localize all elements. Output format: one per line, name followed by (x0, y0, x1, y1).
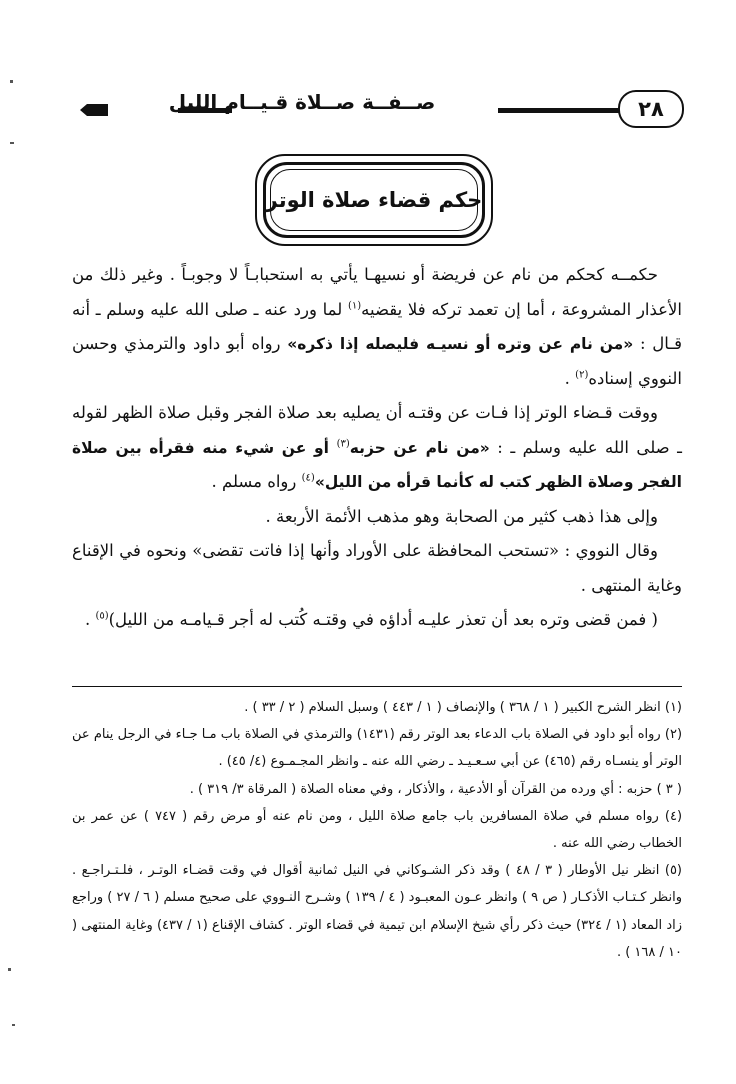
text-run: ووقت قـضاء الوتر إذا فـات عن وقتـه أن يصليه بعد صلاة الفجر وقبل صلاة الظهر لقوله ـ صلى الله عليه وسلم ـ : (72, 403, 682, 457)
hadith-quote: «من نام عن حزبه (349, 438, 490, 457)
text-run: وإلى هذا ذهب كثير من الصحابة وهو مذهب الأئمة الأربعة . (265, 506, 658, 526)
chapter-heading-frame (255, 154, 493, 246)
footnote-4: (٤) رواه مسلم في صلاة المسافرين باب جامع صلاة الليل ، ومن نام عنه أو مرض رقم ( ٧٤٧ ) عن عمر بن الخطاب رضي الله عنه . (72, 808, 683, 852)
paragraph-p3 (72, 500, 682, 535)
footnote-divider (72, 686, 682, 687)
text-run: رواه مسلم . (211, 472, 302, 491)
hadith-quote: «من نام عن وتره أو نسيـه فليصله إذا ذكره» (287, 335, 634, 353)
chapter-title: حكم قضاء صلاة الوتر (265, 188, 483, 212)
margin-speck (10, 80, 13, 83)
footnote-ref: (٥) (95, 610, 109, 622)
margin-speck (10, 142, 14, 144)
footnote-ref: (٢) (575, 369, 589, 380)
footnote-3: ( ٣ ) حزبه : أي ورده من القرآن أو الأدعية ، والأذكار ، وفي معناه الصلاة ( المرقاة ٣/ ٣١٩ ) . (189, 781, 682, 797)
text-run: . (84, 610, 96, 629)
paragraph-p5 (72, 603, 682, 638)
text-run: وقال النووي : «تستحب المحافظة على الأوراد وأنها إذا فاتت تقضى» ونحوه في الإقناع وغاية المنتهى . (72, 541, 682, 595)
footnote-ref: (٣) (336, 438, 350, 449)
margin-speck (12, 1024, 15, 1026)
running-header (80, 86, 686, 126)
footnotes (72, 694, 682, 966)
paragraph-p1 (72, 258, 682, 396)
footnote-5: (٥) انظر نيل الأوطار ( ٣ / ٤٨ ) وقد ذكر الشـوكاني في النيل ثمانية أقوال في وقت قضـاء الوتـر ، فلـتـراجـع . وانظر كـتـاب الأذكـار ( ص ٩ ) وانظر عـون المعبـود ( ٤ / ١٣٩ ) وشـرح النـووي على صحيح مسلم ( ٦ / ٢٧ ) وراجع زاد المعاد (١ / ٣٢٤) حيث ذكر رأي شيخ الإسلام ابن تيمية في قضاء الوتر . كشاف الإقناع (١ / ٤٣٧) وغاية المنتهى ( ١٠ / ١٦٨ ) . (72, 863, 682, 960)
paragraph-p4 (72, 534, 682, 603)
running-header-title: صــفــة صــلاة قـيــام الليل (168, 90, 436, 114)
page-number: ٢٨ (618, 90, 684, 128)
body-text (72, 258, 682, 638)
footnote-1: (١) انظر الشرح الكبير ( ١ / ٣٦٨ ) والإنصاف ( ١ / ٤٤٣ ) وسبل السلام ( ٢ / ٣٣ ) . (244, 700, 682, 715)
text-run: رواه أبو داود والترمذي وحسن النووي إسناده (72, 334, 682, 388)
text-run: ( فمن قضى وتره بعد أن تعذر عليـه أداؤه في وقتـه كُتب له أجر قـيامـه من الليل) (108, 610, 658, 629)
hadith-quote: أو عن شيء منه فقرأه بين صلاة الفجر وصلاة الظهر كتب له كأنما قرأه من الليل» (72, 438, 682, 491)
margin-speck (8, 968, 11, 971)
text-run: . (564, 368, 576, 388)
footnote-ref: (٤) (301, 472, 315, 484)
footnote-ref: (١) (347, 300, 362, 311)
text-run: حكمــه كحكم من نام عن فريضة أو نسيهـا يأتي به استحبابـاً لا وجوبـاً . وغير ذلك من الأعذار المشروعة ، أما إن تعمد تركه فلا يقضيه (72, 265, 683, 319)
text-run: لما ورد عنه ـ صلى الله عليه وسلم ـ أنه قـال : (72, 299, 682, 353)
header-rule-right (498, 108, 620, 113)
header-ornament (80, 104, 108, 116)
footnote-2: (٢) رواه أبو داود في الصلاة باب الدعاء بعد الوتر رقم (١٤٣١) والترمذي في الصلاة باب مـا جـاء في الرجل ينام عن الوتر أو ينسـاه رقم (٤٦٥) عن أبي سـعـيـد ـ رضي الله عنه ـ وانظر المجـمـوع (٤/ ٤٥) . (72, 727, 683, 770)
paragraph-p2 (72, 396, 682, 500)
